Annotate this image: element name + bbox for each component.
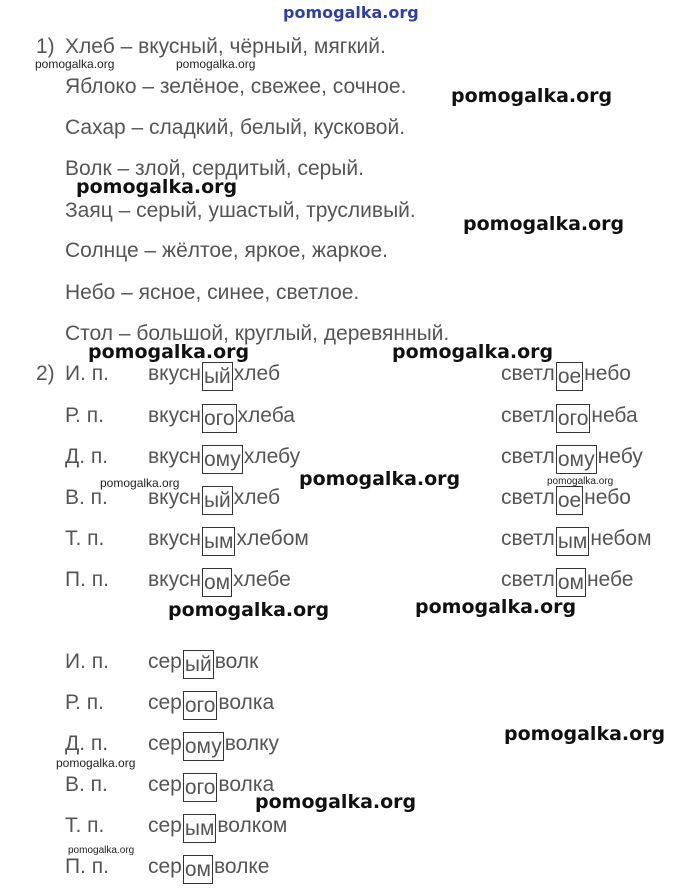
watermark-top: pomogalka.org	[283, 3, 419, 22]
noun: волка	[218, 773, 275, 796]
watermark: pomogalka.org	[68, 845, 135, 856]
watermark: pomogalka.org	[392, 341, 554, 363]
watermark: pomogalka.org	[76, 176, 238, 198]
adjective-noun-pair-a	[148, 445, 300, 474]
adjective-ending-box: ый	[202, 362, 233, 391]
watermark: pomogalka.org	[255, 791, 417, 813]
adjective-noun-pair-a	[148, 362, 280, 391]
case-label: Д. п.	[65, 445, 109, 468]
adjective-stem: вкусн	[148, 445, 201, 468]
section1-line: Сахар – сладкий, белый, кусковой.	[65, 116, 406, 139]
adjective-ending-box: ое	[556, 362, 583, 391]
watermark: pomogalka.org	[547, 476, 614, 487]
noun: небу	[597, 445, 643, 468]
noun: хлеб	[233, 486, 281, 509]
adjective-noun-pair	[148, 691, 274, 720]
watermark: pomogalka.org	[176, 57, 256, 71]
section1-number: 1)	[36, 35, 55, 58]
adjective-noun-pair-b	[501, 445, 643, 474]
adjective-stem: светл	[501, 445, 555, 468]
adjective-ending-box: ый	[183, 650, 214, 679]
noun: небом	[590, 527, 652, 550]
noun: небо	[584, 362, 631, 385]
adjective-ending-box: ым	[183, 814, 217, 843]
section1-line: Небо – ясное, синее, светлое.	[65, 281, 360, 304]
adjective-stem: светл	[501, 568, 555, 591]
watermark: pomogalka.org	[415, 596, 577, 618]
adjective-ending-box: ом	[556, 568, 586, 597]
case-label: Р. п.	[65, 404, 104, 427]
adjective-stem: вкусн	[148, 362, 201, 385]
case-label: И. п.	[65, 650, 109, 673]
case-label: Р. п.	[65, 691, 104, 714]
watermark: pomogalka.org	[88, 341, 250, 363]
adjective-stem: сер	[148, 773, 182, 796]
noun: волк	[214, 650, 259, 673]
adjective-noun-pair	[148, 814, 287, 843]
case-label: Т. п.	[65, 527, 105, 550]
adjective-noun-pair	[148, 732, 279, 761]
adjective-stem: светл	[501, 527, 555, 550]
watermark: pomogalka.org	[100, 476, 180, 490]
adjective-noun-pair-a	[148, 568, 291, 597]
adjective-ending-box: ого	[183, 691, 218, 720]
adjective-stem: сер	[148, 650, 182, 673]
noun: небе	[586, 568, 634, 591]
watermark: pomogalka.org	[463, 213, 625, 235]
noun: хлебом	[236, 527, 309, 550]
adjective-ending-box: ым	[556, 527, 590, 556]
watermark: pomogalka.org	[451, 85, 613, 107]
adjective-ending-box: ому	[183, 732, 224, 761]
adjective-ending-box: ом	[183, 855, 213, 884]
case-label: В. п.	[65, 486, 108, 509]
section1-line: Яблоко – зелёное, свежее, сочное.	[65, 75, 407, 98]
adjective-stem: вкусн	[148, 568, 201, 591]
section1-line: Стол – большой, круглый, деревянный.	[65, 322, 450, 345]
adjective-ending-box: ый	[202, 486, 233, 515]
section1-line: Хлеб – вкусный, чёрный, мягкий.	[65, 35, 386, 58]
adjective-stem: светл	[501, 486, 555, 509]
case-label: П. п.	[65, 855, 109, 878]
watermark: pomogalka.org	[35, 57, 115, 71]
adjective-noun-pair-a	[148, 527, 309, 556]
noun: хлебу	[243, 445, 301, 468]
adjective-noun-pair	[148, 855, 269, 884]
noun: волку	[224, 732, 280, 755]
adjective-stem: светл	[501, 404, 555, 427]
section1-line: Заяц – серый, ушастый, трусливый.	[65, 199, 416, 222]
adjective-noun-pair-a	[148, 486, 280, 515]
case-label: И. п.	[65, 362, 109, 385]
section1-line: Солнце – жёлтое, яркое, жаркое.	[65, 239, 388, 262]
adjective-ending-box: ым	[202, 527, 236, 556]
adjective-stem: сер	[148, 691, 182, 714]
adjective-ending-box: ого	[183, 773, 218, 802]
adjective-ending-box: ого	[556, 404, 591, 433]
noun: хлеба	[237, 404, 295, 427]
adjective-ending-box: ое	[556, 486, 583, 515]
noun: хлеб	[233, 362, 281, 385]
noun: неба	[591, 404, 638, 427]
adjective-stem: вкусн	[148, 527, 201, 550]
adjective-ending-box: ому	[556, 445, 597, 474]
watermark: pomogalka.org	[168, 599, 330, 621]
adjective-ending-box: ому	[202, 445, 243, 474]
adjective-ending-box: ого	[202, 404, 237, 433]
adjective-stem: светл	[501, 362, 555, 385]
watermark: pomogalka.org	[299, 468, 461, 490]
case-label: В. п.	[65, 773, 108, 796]
noun: волком	[217, 814, 288, 837]
noun: волка	[218, 691, 275, 714]
section1-line: Волк – злой, сердитый, серый.	[65, 157, 364, 180]
watermark: pomogalka.org	[504, 723, 666, 745]
adjective-ending-box: ом	[202, 568, 232, 597]
adjective-noun-pair-b	[501, 527, 652, 556]
section2-number: 2)	[36, 362, 55, 385]
adjective-stem: вкусн	[148, 486, 201, 509]
adjective-noun-pair-b	[501, 486, 631, 515]
adjective-stem: сер	[148, 855, 182, 878]
adjective-noun-pair-a	[148, 404, 295, 433]
adjective-noun-pair-b	[501, 362, 631, 391]
adjective-stem: вкусн	[148, 404, 201, 427]
noun: хлебе	[233, 568, 291, 591]
case-label: Т. п.	[65, 814, 105, 837]
watermark: pomogalka.org	[56, 756, 136, 770]
noun: небо	[584, 486, 631, 509]
adjective-noun-pair-b	[501, 568, 633, 597]
case-label: П. п.	[65, 568, 109, 591]
adjective-stem: сер	[148, 814, 182, 837]
adjective-noun-pair-b	[501, 404, 638, 433]
adjective-noun-pair	[148, 650, 258, 679]
adjective-stem: сер	[148, 732, 182, 755]
case-label: Д. п.	[65, 732, 109, 755]
noun: волке	[213, 855, 270, 878]
